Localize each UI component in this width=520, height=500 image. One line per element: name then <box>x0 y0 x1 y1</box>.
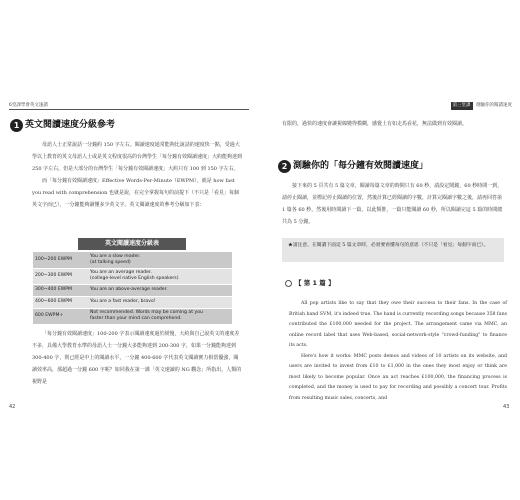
paragraph: All pop artists like to say that they owe their success to their fans. In the case of British band SVM, it's indeed true. The band is currently recording songs because 358 fans contributed the £100,000 needed for the project. The arrangement came via MMC, an online record label that uses Web-based, social-network-style "crowd-funding" to finance its acts. <box>289 301 507 348</box>
table-title: 英文閱讀速度分級表 <box>78 238 186 250</box>
range-cell: 600 EWPM+ <box>33 308 88 324</box>
intro-paragraphs <box>32 139 242 211</box>
part-label <box>285 278 335 287</box>
paragraph: 有限的，過快的速度會讓視線變得模糊，感覺上有如走馬看花，無法做到有效閱讀。 <box>282 121 468 127</box>
description-cell: Not recommended. Words may be coming at you faster than your mind can comprehend. <box>88 308 232 324</box>
reading-speed-table <box>33 252 232 325</box>
section-heading-1 <box>10 118 250 132</box>
description-cell: You are a fast reader, bravo! <box>88 296 232 308</box>
table-row <box>33 296 232 308</box>
closing-paragraph <box>32 328 242 388</box>
tip-box: ★請注意，在閱讀下面這 5 篇文章時，必須要看懂每句的意思（不只是「看見」每個字而已）。 <box>282 238 504 262</box>
description-cell: You are an average reader. (college-level native English speakers) <box>88 268 232 284</box>
running-header-left: 6堂課學會英文速讀 <box>9 102 249 110</box>
part-label-text: 【 第 1 篇 】 <box>295 279 335 287</box>
instructions-paragraph <box>282 180 506 228</box>
table-row <box>33 284 232 296</box>
chapter-title: 測驗你的閱讀速度 <box>476 103 512 108</box>
paragraph: 接下來的 5 頁共有 5 篇文章，閱讀每篇文章的時間只有 60 秒，請設定鬧鐘，60 秒時間一到，請停止閱讀，並標記停止閱讀的位置，然後計算已經閱讀的字數，計算完閱讀字數之後，請再回答第 1 篇各 60 秒，然後用時間讀下一篇，以此類推，一篇只能閱讀 60 秒，所以閱讀完這 5 篇的時間總共為 5 分鐘。 <box>282 183 503 225</box>
running-header-right <box>276 102 512 110</box>
chapter-tag: 第三堂課 <box>452 103 471 108</box>
section-heading-2 <box>278 159 508 173</box>
circle-icon <box>285 280 292 287</box>
range-cell: 100~200 EWPM <box>33 252 88 268</box>
paragraph: Here's how it works: MMC posts demos and videos of 10 artists on its website, and users are invited to invest from £10 to £1,000 in the ones they most enjoy or think are most likely to become popular. Once an act reaches £100,000, the financing process is completed, and the money is used to pay for recording and possibly a concert tour. Profits from resulting music sales, concerts, and <box>289 353 507 401</box>
page-number-left: 42 <box>9 404 16 410</box>
english-passage <box>289 299 507 404</box>
description-cell: You are a slow reader. (at talking speed) <box>88 252 232 268</box>
range-cell: 400~600 EWPM <box>33 296 88 308</box>
paragraph: 「每分鐘有效閱讀速度」100-200 字表示閱讀速度過於緩慢，大約與自己說英文的速度差不多，具備大學教育水準的母語人士一分鐘大多能夠達到 200-300 字，如果一分鐘能夠達到 300-400 字，則已經是中上的閱讀水平，一分鐘 400-600 字代表英文閱讀實力相當優強，閱讀效率高，那超過一分鐘 600 字呢？如同我在第一課「英文速讀的 NG 觀念」所指出，人類的視野是 <box>32 331 242 385</box>
paragraph: 而「每分鐘有效閱讀速度」Effective Words-Per-Minute（EWPM），就是 how fast you read with comprehension 也就是說，在完全掌握每句的前提下（不只是「看見」每個英文字而已），一分鐘能夠讀懂多少英文字。英文閱讀速度的參考分級如下表： <box>32 178 239 208</box>
continued-paragraph <box>282 118 506 130</box>
table-row <box>33 268 232 284</box>
section-title: 英文閱讀速度分級參考 <box>25 120 116 130</box>
section-number-badge: 1 <box>10 119 23 132</box>
range-cell: 300~400 EWPM <box>33 284 88 296</box>
range-cell: 200~300 EWPM <box>33 268 88 284</box>
table-row <box>33 252 232 268</box>
section-title: 測驗你的「每分鐘有效閱讀速度」 <box>293 161 429 171</box>
description-cell: You are an above-average reader. <box>88 284 232 296</box>
section-number-badge: 2 <box>278 160 291 173</box>
paragraph: 母語人士正常說話一分鐘約 150 字左右。閱讀速度通常能夠比說話的速度快一點，受過大學以上教育的英文母語人士或是英文程度很高的台灣學生「每分鐘有效閱讀速度」大約能夠達到 250 字左右，但是大部分的台灣學生「每分鐘有效閱讀速度」大約只有 100 到 150 字左右。 <box>32 142 243 172</box>
page-number-right: 43 <box>503 404 510 410</box>
table-row <box>33 308 232 324</box>
